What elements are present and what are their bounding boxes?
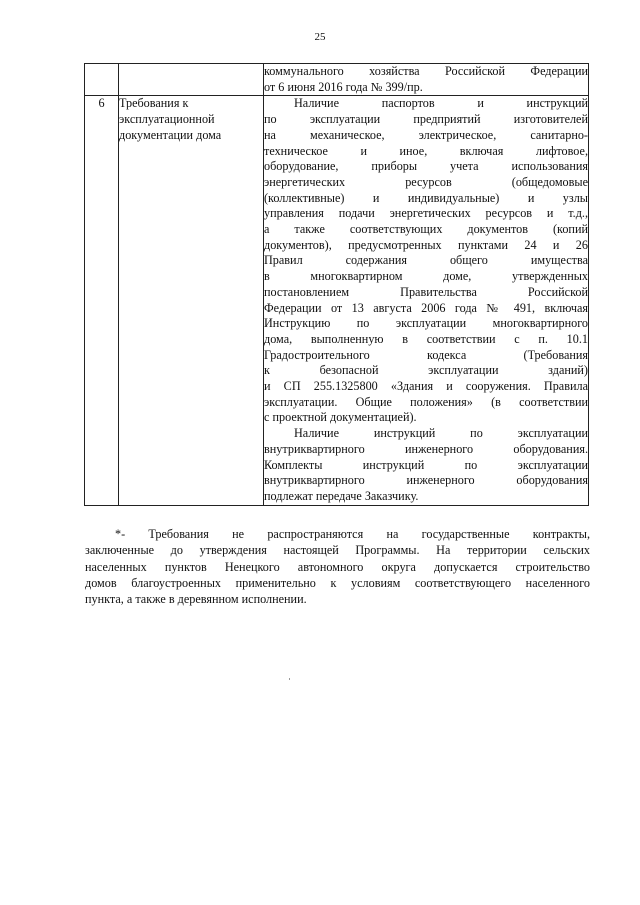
requirement-description	[264, 96, 589, 505]
footnote-line: населенных пунктов Ненецкого автономного округа допускается строительство	[85, 559, 590, 574]
footnote	[85, 526, 590, 607]
text-line: (коллективные) и индивидуальные) и узлы	[264, 190, 588, 205]
table-row-6	[85, 96, 589, 505]
footnote-line: домов благоустроенных применительно к условиям соответствующего населенного	[85, 575, 590, 590]
text-line: техническое и иное, включая лифтовое,	[264, 143, 588, 158]
requirements-table	[84, 63, 589, 506]
text-line: а также соответствующих документов (копий	[264, 222, 588, 237]
text-line: Комплекты инструкций по эксплуатации	[264, 457, 588, 472]
text-line: Федерации от 13 августа 2006 года № 491, включая	[264, 300, 588, 315]
text-line: на механическое, электрическое, санитарно-	[264, 127, 588, 142]
text-line: внутриквартирного инженерного оборудования	[264, 473, 588, 488]
text-line: в многоквартирном доме, утвержденных	[264, 269, 588, 284]
text-line: энергетических ресурсов (общедомовые	[264, 174, 588, 189]
text-line: и СП 255.1325800 «Здания и сооружения. Правила	[264, 379, 588, 394]
text-line: коммунального хозяйства Российской Федерации	[264, 64, 588, 78]
text-line: внутриквартирного инженерного оборудования.	[264, 441, 588, 456]
text-line: Градостроительного кодекса (Требования	[264, 347, 588, 362]
text-line: документации дома	[119, 127, 222, 142]
text-line: оборудование, приборы учета использования	[264, 159, 588, 174]
text-line: эксплуатации. Общие положения» (в соответствии	[264, 394, 588, 409]
text-line: дома, выполненную в соответствии с п. 10.1	[264, 331, 588, 346]
text-line: Требования к	[119, 96, 189, 111]
page-number: 25	[314, 31, 326, 43]
text-line: постановлением Правительства Российской	[264, 284, 588, 299]
text-line: эксплуатационной	[119, 112, 215, 127]
footnote-line: заключенные до утверждения настоящей Программы. На территории сельских	[85, 543, 590, 558]
text-line: документов), предусмотренных пунктами 24 и 26	[264, 237, 588, 252]
requirement-name	[119, 96, 264, 505]
name-cell	[119, 64, 264, 96]
text-line: Наличие паспортов и инструкций	[294, 96, 588, 111]
table-row-continuation	[85, 64, 589, 96]
text-line: Наличие инструкций по эксплуатации	[294, 426, 588, 441]
row-number: 6	[85, 96, 119, 505]
text-line: подлежат передаче Заказчику.	[264, 488, 419, 503]
text-line: от 6 июня 2016 года № 399/пр.	[264, 79, 423, 94]
text-line: управления подачи энергетических ресурсов и т.д.,	[264, 206, 588, 221]
text-line: к безопасной эксплуатации зданий)	[264, 363, 588, 378]
footnote-line: пункта, а также в деревянном исполнении.	[85, 592, 307, 607]
footnote-line: *- Требования не распространяются на государственные контракты,	[115, 527, 590, 541]
number-cell	[85, 64, 119, 96]
text-line: с проектной документацией).	[264, 410, 417, 425]
scan-speck	[289, 678, 290, 680]
text-line: Инструкцию по эксплуатации многоквартирного	[264, 316, 588, 331]
description-cell	[264, 64, 589, 96]
text-line: Правил содержания общего имущества	[264, 253, 588, 268]
text-line: по эксплуатации предприятий изготовителей	[264, 112, 588, 127]
